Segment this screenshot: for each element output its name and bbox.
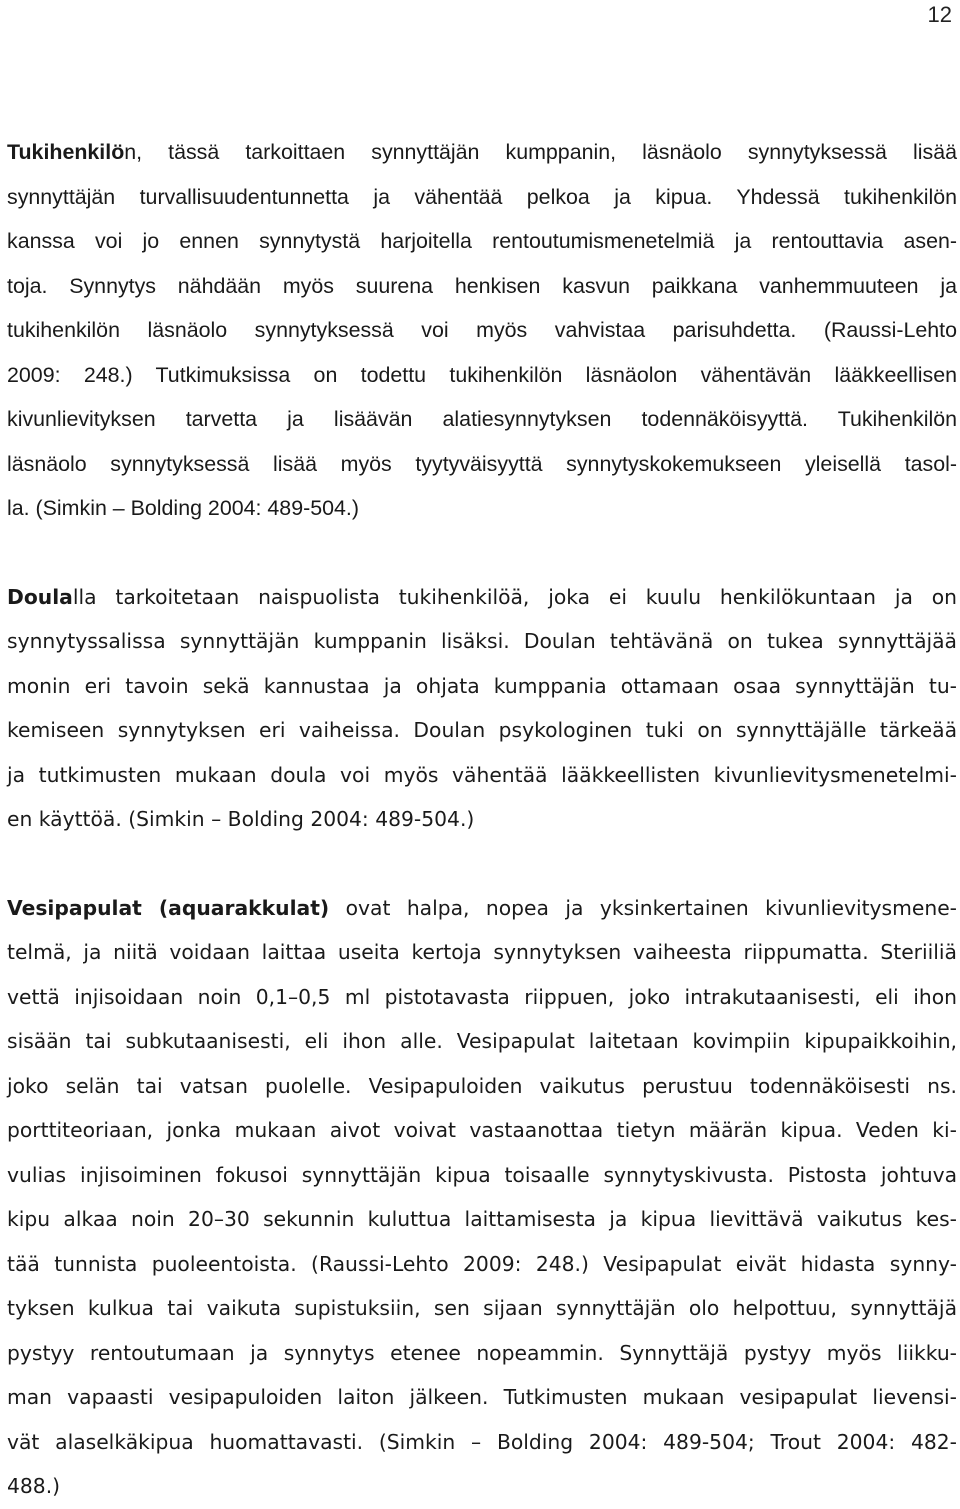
paragraph-tukihenkilo <box>7 130 957 531</box>
text-line: pystyy rentoutumaan ja synnytys etenee nopeammin. Synnyttäjä pystyy myös liikku- <box>7 1340 957 1365</box>
text-line: läsnäolo synnytyksessä lisää myös tyytyväisyyttä synnytyskokemukseen yleisellä tasol- <box>7 451 957 476</box>
text-line: vulias injisoiminen fokusoi synnyttäjän kipua toisaalle synnytyskivusta. Pistosta johtuva <box>7 1162 957 1187</box>
text-line: joko selän tai vatsan puolelle. Vesipapuloiden vaikutus perustuu todennäköisesti ns. <box>7 1073 957 1098</box>
text-line: kivunlievityksen tarvetta ja lisäävän alatiesynnytyksen todennäköisyyttä. Tukihenkilön <box>7 407 957 431</box>
text-line: tyksen kulkua tai vaikuta supistuksiin, sen sijaan synnyttäjän olo helpottuu, synnyttäjä <box>7 1296 957 1320</box>
text-line: synnyttäjän turvallisuudentunnetta ja vähentää pelkoa ja kipua. Yhdessä tukihenkilön <box>7 184 957 209</box>
text-line: sisään tai subkutaanisesti, eli ihon alle. Vesipapulat laitetaan kovimpiin kipupaikkoihin, <box>7 1029 957 1053</box>
paragraph-spacer <box>7 531 957 575</box>
text-line: vät alaselkäkipua huomattavasti. (Simkin – Bolding 2004: 489-504; Trout 2004: 482- <box>7 1429 957 1454</box>
text-line: tukihenkilön läsnäolo synnytyksessä voi myös vahvistaa parisuhdetta. (Raussi-Lehto <box>7 318 957 342</box>
paragraph-doula <box>7 575 957 842</box>
term-heading: Doula <box>7 584 73 609</box>
text-span: n, tässä tarkoittaen synnyttäjän kumppanin, läsnäolo synnytyksessä lisää <box>124 140 957 164</box>
text-line: vettä injisoidaan noin 0,1–0,5 ml pistotavasta riippuen, joko intrakutaanisesti, eli ihon <box>7 984 957 1009</box>
text-span: ovat halpa, nopea ja yksinkertainen kivunlievitysmene- <box>329 895 957 920</box>
text-line: man vapaasti vesipapuloiden laiton jälkeen. Tutkimusten mukaan vesipapulat lievensi- <box>7 1385 957 1409</box>
term-heading: Vesipapulat (aquarakkulat) <box>7 895 330 920</box>
text-line <box>7 886 957 931</box>
text-line: monin eri tavoin sekä kannustaa ja ohjata kumppania ottamaan osaa synnyttäjän tu- <box>7 673 957 698</box>
text-line: porttiteoriaan, jonka mukaan aivot voivat vastaanottaa tietyn määrän kipua. Veden ki- <box>7 1118 957 1142</box>
text-line <box>7 575 957 620</box>
text-span: lla tarkoitetaan naispuolista tukihenkilöä, joka ei kuulu henkilökuntaan ja on <box>72 584 957 609</box>
text-line <box>7 130 957 175</box>
text-line: kipu alkaa noin 20–30 sekunnin kuluttua laittamisesta ja kipua lievittävä vaikutus kes- <box>7 1207 957 1231</box>
text-line: synnytyssalissa synnyttäjän kumppanin lisäksi. Doulan tehtävänä on tukea synnyttäjää <box>7 629 957 653</box>
paragraph-spacer <box>7 842 957 886</box>
text-line: ja tutkimusten mukaan doula voi myös vähentää lääkkeellisten kivunlievitysmenetelmi- <box>7 762 957 787</box>
text-line: 2009: 248.) Tutkimuksissa on todettu tukihenkilön läsnäolon vähentävän lääkkeellisen <box>7 362 957 387</box>
text-line: la. (Simkin – Bolding 2004: 489-504.) <box>7 496 359 520</box>
text-line: toja. Synnytys nähdään myös suurena henkisen kasvun paikkana vanhemmuuteen ja <box>7 273 957 298</box>
text-line: telmä, ja niitä voidaan laittaa useita kertoja synnytyksen vaiheesta riippumatta. Steriiliä <box>7 940 957 964</box>
text-line: kanssa voi jo ennen synnytystä harjoitella rentoutumismenetelmiä ja rentouttavia asen- <box>7 229 957 253</box>
text-line: 488.) <box>7 1474 61 1498</box>
page-number: 12 <box>927 2 952 27</box>
paragraph-vesipapulat <box>7 886 957 1509</box>
document-body <box>7 130 957 1509</box>
text-line: tää tunnista puoleentoista. (Raussi-Lehto 2009: 248.) Vesipapulat eivät hidasta synny- <box>7 1251 957 1276</box>
text-line: en käyttöä. (Simkin – Bolding 2004: 489-504.) <box>7 807 475 831</box>
term-heading: Tukihenkilö <box>7 140 125 164</box>
text-line: kemiseen synnytyksen eri vaiheissa. Doulan psykologinen tuki on synnyttäjälle tärkeää <box>7 718 957 742</box>
